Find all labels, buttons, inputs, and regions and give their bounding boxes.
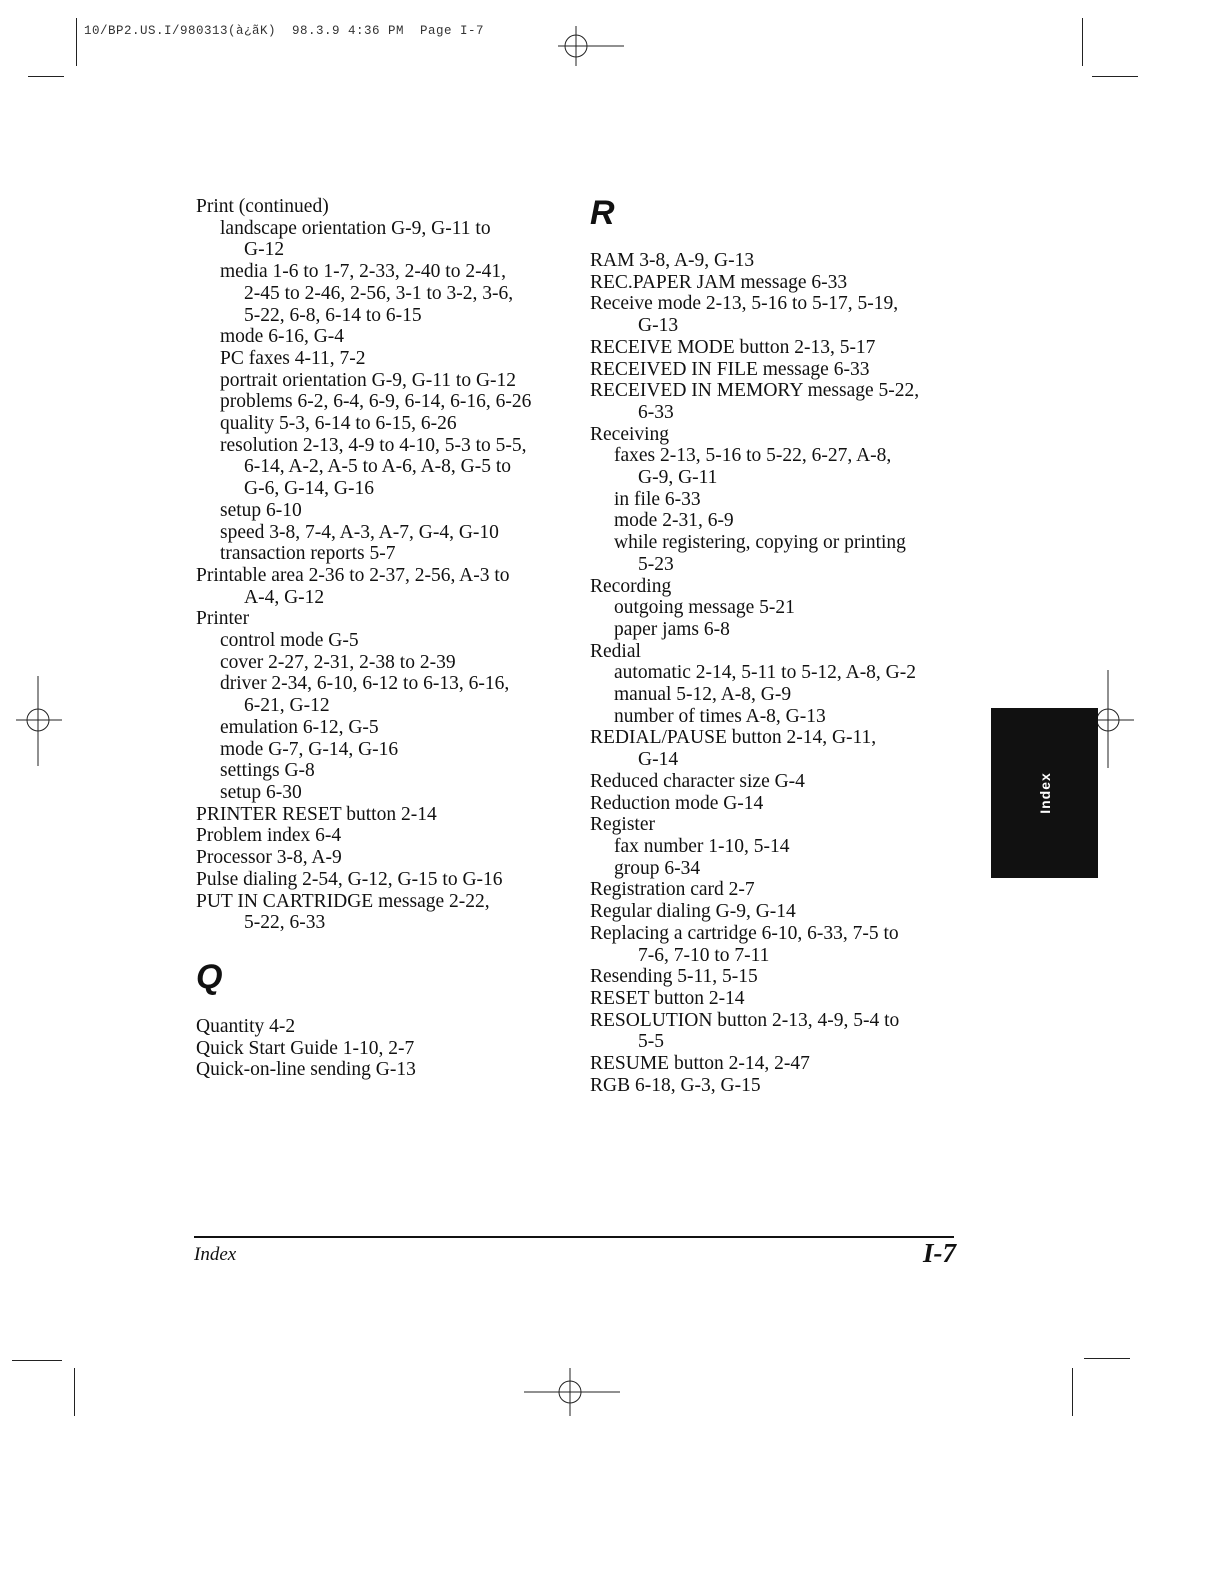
index-entry: cover 2-27, 2-31, 2-38 to 2-39 <box>220 651 456 673</box>
index-entry: G-13 <box>638 315 679 337</box>
index-entry: G-6, G-14, G-16 <box>244 478 374 500</box>
left-entries-list <box>196 196 576 934</box>
index-entry: Register <box>590 814 655 836</box>
index-entry: 2-45 to 2-46, 2-56, 3-1 to 3-2, 3-6, <box>244 282 514 304</box>
index-entry: RECEIVED IN MEMORY message 5-22, <box>590 380 920 402</box>
index-entry: REC.PAPER JAM message 6-33 <box>590 271 848 293</box>
index-entry: portrait orientation G-9, G-11 to G-12 <box>220 369 517 391</box>
index-entry: group 6-34 <box>614 857 701 879</box>
index-entry: Recording <box>590 575 672 597</box>
registration-mark-bottom <box>520 1366 624 1418</box>
printer-slug: 10/BP2.US.I/980313(à¿ãK) 98.3.9 4:36 PM Page I-7 <box>84 24 485 38</box>
index-entry: number of times A-8, G-13 <box>614 705 826 727</box>
index-thumb-tab <box>991 708 1098 878</box>
section-letter-q: Q <box>196 957 223 996</box>
index-entry: media 1-6 to 1-7, 2-33, 2-40 to 2-41, <box>220 261 506 283</box>
index-entry: speed 3-8, 7-4, A-3, A-7, G-4, G-10 <box>220 521 499 543</box>
index-entry: emulation 6-12, G-5 <box>220 716 379 738</box>
index-entry: 7-6, 7-10 to 7-11 <box>638 944 770 966</box>
index-entry: landscape orientation G-9, G-11 to <box>220 217 491 239</box>
index-entry: Replacing a cartridge 6-10, 6-33, 7-5 to <box>590 922 899 944</box>
index-entry: mode 6-16, G-4 <box>220 326 345 348</box>
index-entry: G-12 <box>244 239 285 261</box>
index-entry: 6-14, A-2, A-5 to A-6, A-8, G-5 to <box>244 456 512 478</box>
index-entry: problems 6-2, 6-4, 6-9, 6-14, 6-16, 6-26 <box>220 391 532 413</box>
index-entry: G-14 <box>638 749 679 771</box>
index-entry: paper jams 6-8 <box>614 618 730 640</box>
index-entry: resolution 2-13, 4-9 to 4-10, 5-3 to 5-5, <box>220 434 527 456</box>
index-tab-label: Index <box>1036 772 1053 814</box>
index-entry: control mode G-5 <box>220 630 359 652</box>
index-column-left <box>196 196 576 1081</box>
index-entry: RECEIVED IN FILE message 6-33 <box>590 358 870 380</box>
index-entry: PRINTER RESET button 2-14 <box>196 803 437 825</box>
index-entry: Resending 5-11, 5-15 <box>590 966 758 988</box>
index-entry: PUT IN CARTRIDGE message 2-22, <box>196 890 490 912</box>
registration-mark-top <box>528 20 628 70</box>
q-entries-list <box>196 1016 576 1081</box>
index-entry: Receiving <box>590 423 670 445</box>
index-entry: setup 6-30 <box>220 781 302 803</box>
index-entry: A-4, G-12 <box>244 586 325 608</box>
index-entry: 5-22, 6-33 <box>244 912 326 934</box>
index-entry: Redial <box>590 640 641 662</box>
index-entry: Quick Start Guide 1-10, 2-7 <box>196 1037 415 1059</box>
index-entry: faxes 2-13, 5-16 to 5-22, 6-27, A-8, <box>614 445 892 467</box>
index-entry: Problem index 6-4 <box>196 825 342 847</box>
index-entry: 6-33 <box>638 401 674 423</box>
index-entry: Regular dialing G-9, G-14 <box>590 901 796 923</box>
index-column-right <box>590 196 980 1096</box>
index-entry: while registering, copying or printing <box>614 532 906 554</box>
index-entry: G-9, G-11 <box>638 467 718 489</box>
footer-section-name: Index <box>194 1244 237 1265</box>
index-entry: RECEIVE MODE button 2-13, 5-17 <box>590 336 876 358</box>
index-entry: manual 5-12, A-8, G-9 <box>614 684 792 706</box>
index-entry: Quantity 4-2 <box>196 1015 296 1037</box>
index-entry: Reduced character size G-4 <box>590 770 805 792</box>
index-entry: 5-22, 6-8, 6-14 to 6-15 <box>244 304 422 326</box>
section-letter-r: R <box>590 194 615 232</box>
index-entry: transaction reports 5-7 <box>220 543 396 565</box>
index-entry: Pulse dialing 2-54, G-12, G-15 to G-16 <box>196 868 503 890</box>
page-number: I-7 <box>923 1238 956 1268</box>
index-entry: settings G-8 <box>220 760 315 782</box>
index-entry: driver 2-34, 6-10, 6-12 to 6-13, 6-16, <box>220 673 510 695</box>
index-entry: Quick-on-line sending G-13 <box>196 1059 416 1081</box>
right-entries-list <box>590 250 980 1096</box>
index-entry: Printer <box>196 608 250 630</box>
index-entry: PC faxes 4-11, 7-2 <box>220 347 366 369</box>
index-entry: RESET button 2-14 <box>590 987 745 1009</box>
index-entry: 5-5 <box>638 1031 664 1053</box>
index-entry: RAM 3-8, A-9, G-13 <box>590 250 755 271</box>
index-entry: 6-21, G-12 <box>244 695 330 717</box>
index-entry: quality 5-3, 6-14 to 6-15, 6-26 <box>220 413 457 435</box>
index-entry: automatic 2-14, 5-11 to 5-12, A-8, G-2 <box>614 662 917 684</box>
index-entry: Print (continued) <box>196 196 329 217</box>
index-entry: Registration card 2-7 <box>590 879 755 901</box>
index-entry: Receive mode 2-13, 5-16 to 5-17, 5-19, <box>590 293 899 315</box>
index-entry: REDIAL/PAUSE button 2-14, G-11, <box>590 727 877 749</box>
index-entry: Reduction mode G-14 <box>590 792 764 814</box>
index-entry: fax number 1-10, 5-14 <box>614 835 790 857</box>
registration-mark-left <box>14 676 70 770</box>
index-entry: 5-23 <box>638 553 674 575</box>
index-entry: mode G-7, G-14, G-16 <box>220 738 399 760</box>
index-entry: Processor 3-8, A-9 <box>196 847 342 869</box>
index-entry: setup 6-10 <box>220 499 302 521</box>
index-entry: RGB 6-18, G-3, G-15 <box>590 1074 761 1096</box>
index-entry: Printable area 2-36 to 2-37, 2-56, A-3 to <box>196 564 510 586</box>
index-entry: RESUME button 2-14, 2-47 <box>590 1053 810 1075</box>
index-entry: mode 2-31, 6-9 <box>614 510 734 532</box>
footer-rule <box>194 1236 954 1238</box>
index-entry: RESOLUTION button 2-13, 4-9, 5-4 to <box>590 1009 900 1031</box>
index-entry: outgoing message 5-21 <box>614 597 795 619</box>
index-entry: in file 6-33 <box>614 488 701 510</box>
